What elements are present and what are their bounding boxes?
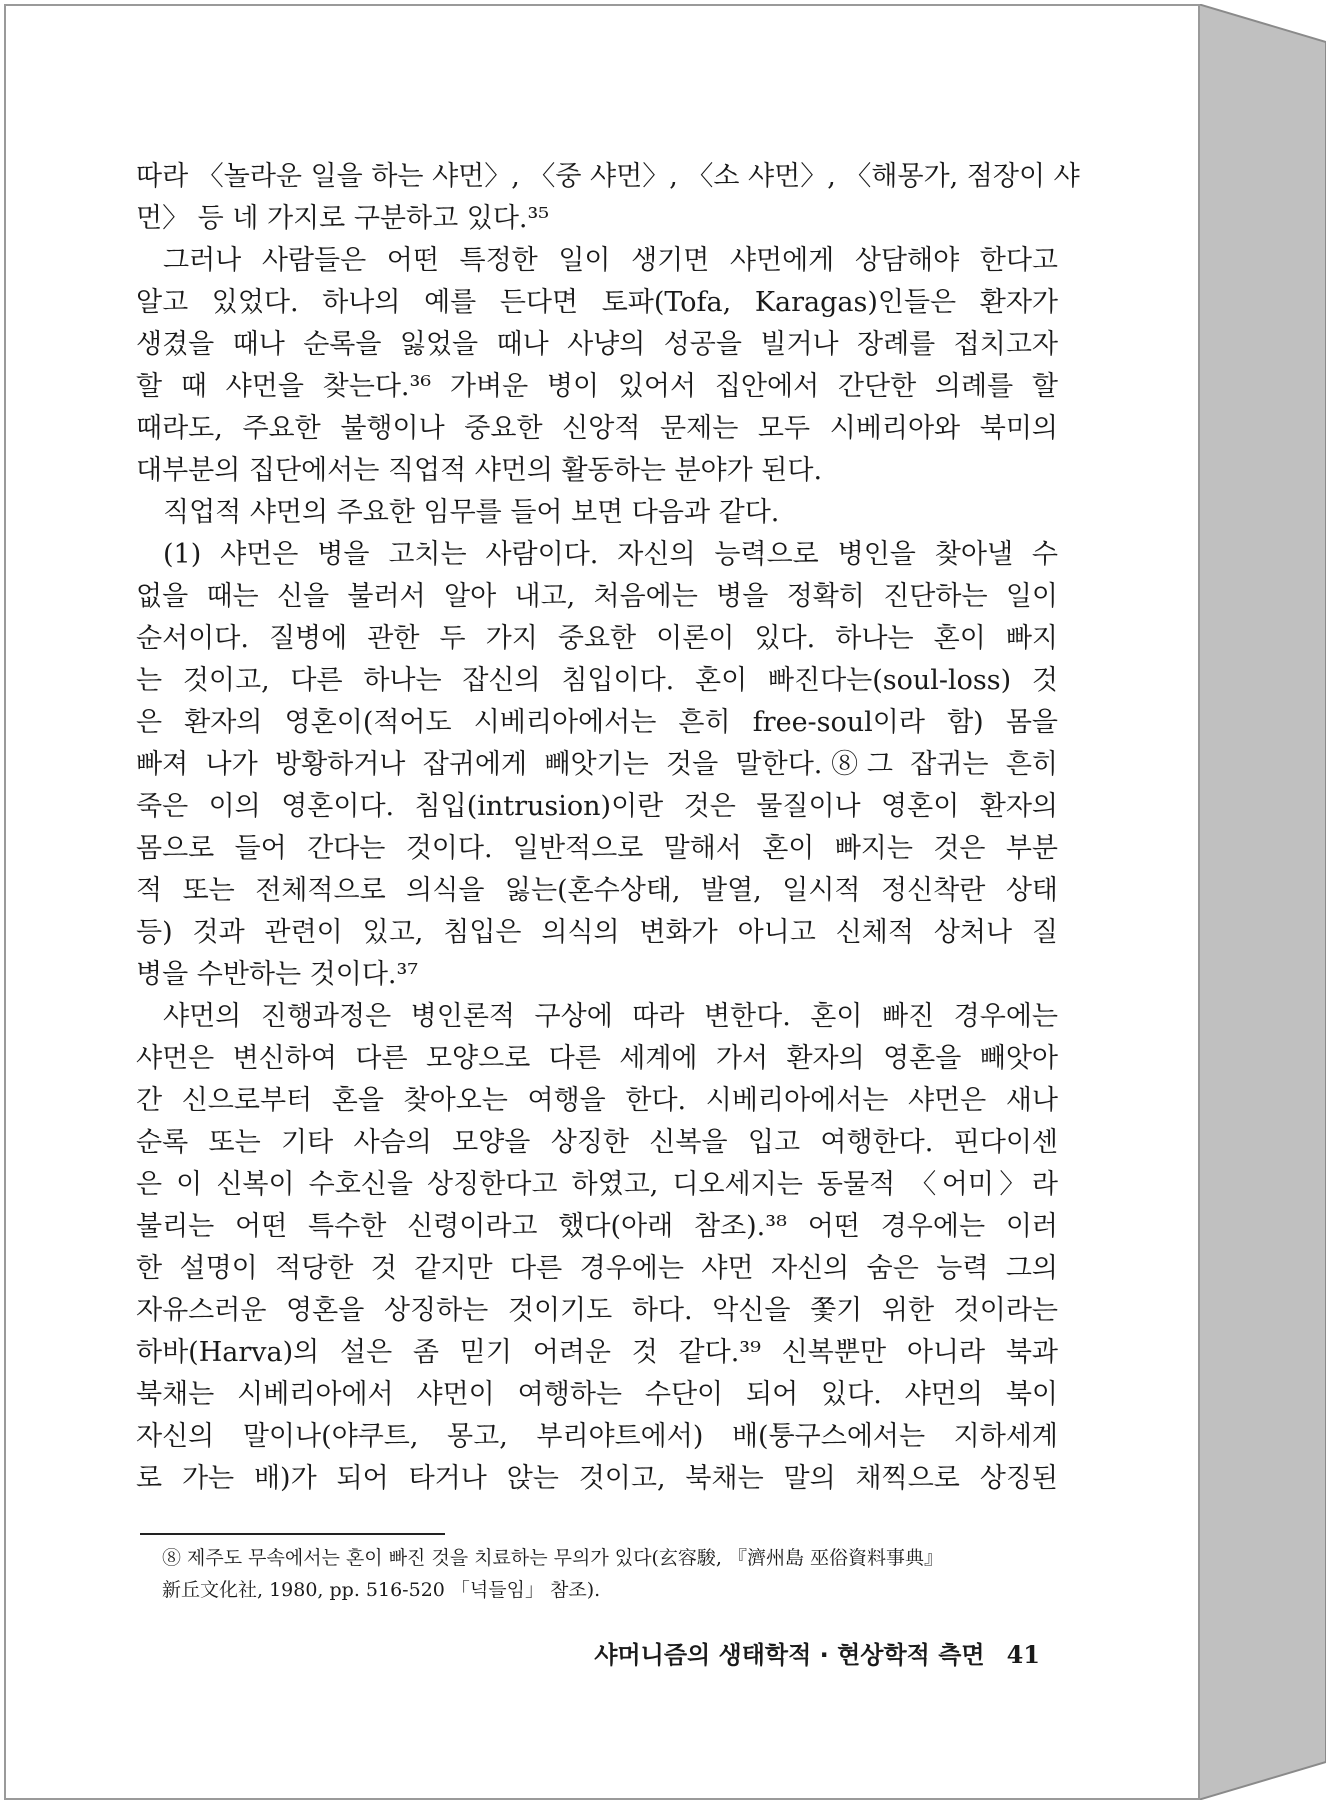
body-text — [136, 156, 1080, 1500]
text-line: 간 신으로부터 혼을 찾아오는 여행을 한다. 시베리아에서는 샤먼은 새나 — [136, 1085, 1058, 1116]
running-footer — [565, 1635, 1040, 1670]
footnote — [162, 1542, 1062, 1606]
text-line: 직업적 샤먼의 주요한 임무를 들어 보면 다음과 같다. — [163, 497, 780, 528]
text-line: 은 환자의 영혼이(적어도 시베리아에서는 흔히 free-soul이라 함) 몸을 — [136, 707, 1058, 738]
text-line: 하바(Harva)의 설은 좀 믿기 어려운 것 같다.³⁹ 신복뿐만 아니라 북과 — [136, 1337, 1058, 1368]
text-line: 죽은 이의 영혼이다. 침입(intrusion)이란 것은 물질이나 영혼이 환자의 — [136, 791, 1058, 822]
text-line: 대부분의 집단에서는 직업적 샤먼의 활동하는 분야가 된다. — [136, 455, 823, 486]
footnote-divider — [140, 1533, 445, 1535]
text-line: 그러나 사람들은 어떤 특정한 일이 생기면 샤먼에게 상담해야 한다고 — [163, 245, 1058, 276]
text-line: 따라 〈놀라운 일을 하는 샤먼〉, 〈중 샤먼〉, 〈소 샤먼〉, 〈해몽가, 점장이 샤 — [136, 161, 1080, 192]
text-line: 샤먼의 진행과정은 병인론적 구상에 따라 변한다. 혼이 빠진 경우에는 — [163, 1001, 1058, 1032]
text-line: 때라도, 주요한 불행이나 중요한 신앙적 문제는 모두 시베리아와 북미의 — [136, 413, 1058, 444]
text-line: 몸으로 들어 간다는 것이다. 일반적으로 말해서 혼이 빠지는 것은 부분 — [136, 833, 1058, 864]
text-line: 불리는 어떤 특수한 신령이라고 했다(아래 참조).³⁸ 어떤 경우에는 이러 — [136, 1211, 1058, 1242]
text-line: 자신의 말이나(야쿠트, 몽고, 부리야트에서) 배(퉁구스에서는 지하세계 — [136, 1421, 1058, 1452]
running-title: 샤머니즘의 생태학적 · 현상학적 측면 — [594, 1641, 985, 1669]
text-line: 적 또는 전체적으로 의식을 잃는(혼수상태, 발열, 일시적 정신착란 상태 — [136, 875, 1058, 906]
text-line: 은 이 신복이 수호신을 상징한다고 하였고, 디오세지는 동물적 〈어미〉라 — [136, 1169, 1058, 1200]
text-line: 병을 수반하는 것이다.³⁷ — [136, 959, 419, 990]
text-line: 알고 있었다. 하나의 예를 든다면 토파(Tofa, Karagas)인들은 환자가 — [136, 287, 1058, 318]
text-line: (1) 샤먼은 병을 고치는 사람이다. 자신의 능력으로 병인을 찾아낼 수 — [163, 539, 1058, 570]
text-line: 자유스러운 영혼을 상징하는 것이기도 하다. 악신을 쫓기 위한 것이라는 — [136, 1295, 1058, 1326]
footnote-line: ⑧ 제주도 무속에서는 혼이 빠진 것을 치료하는 무의가 있다(玄容駿, 『濟州島 巫俗資料事典』 — [162, 1547, 943, 1569]
text-line: 는 것이고, 다른 하나는 잡신의 침입이다. 혼이 빠진다는(soul-loss) 것 — [136, 665, 1058, 696]
text-line: 순록 또는 기타 사슴의 모양을 상징한 신복을 입고 여행한다. 핀다이센 — [136, 1127, 1058, 1158]
text-line: 순서이다. 질병에 관한 두 가지 중요한 이론이 있다. 하나는 혼이 빠지 — [136, 623, 1058, 654]
text-line: 등) 것과 관련이 있고, 침입은 의식의 변화가 아니고 신체적 상처나 질 — [136, 917, 1058, 948]
text-line: 할 때 샤먼을 찾는다.³⁶ 가벼운 병이 있어서 집안에서 간단한 의례를 할 — [136, 371, 1058, 402]
text-line: 샤먼은 변신하여 다른 모양으로 다른 세계에 가서 환자의 영혼을 빼앗아 — [136, 1043, 1058, 1074]
text-line: 한 설명이 적당한 것 같지만 다른 경우에는 샤먼 자신의 숨은 능력 그의 — [136, 1253, 1058, 1284]
page-stack-edge — [1198, 4, 1326, 1800]
text-line: 먼〉 등 네 가지로 구분하고 있다.³⁵ — [136, 203, 550, 234]
footnote-line: 新丘文化社, 1980, pp. 516-520 「넉들임」 참조). — [162, 1579, 601, 1601]
page-number: 41 — [1006, 1640, 1040, 1669]
text-line: 로 가는 배)가 되어 타거나 앉는 것이고, 북채는 말의 채찍으로 상징된 — [136, 1463, 1058, 1494]
text-line: 빠져 나가 방황하거나 잡귀에게 빼앗기는 것을 말한다.⑧그 잡귀는 흔히 — [136, 749, 1058, 780]
text-line: 북채는 시베리아에서 샤먼이 여행하는 수단이 되어 있다. 샤먼의 북이 — [136, 1379, 1058, 1410]
text-line: 없을 때는 신을 불러서 알아 내고, 처음에는 병을 정확히 진단하는 일이 — [136, 581, 1058, 612]
text-line: 생겼을 때나 순록을 잃었을 때나 사냥의 성공을 빌거나 장례를 접치고자 — [136, 329, 1058, 360]
